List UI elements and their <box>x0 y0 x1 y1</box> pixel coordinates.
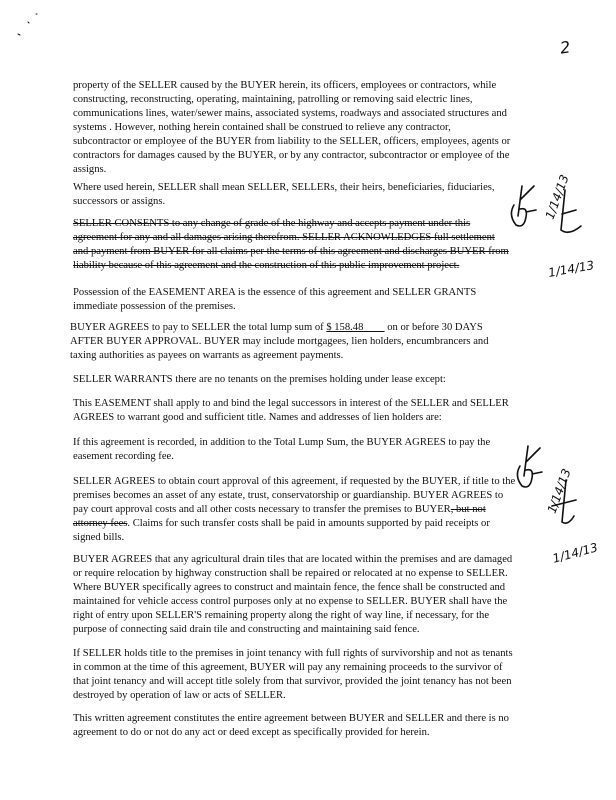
text-line: successors or assigns. <box>73 196 166 207</box>
lump-sum-amount: $ 158.48 <box>326 322 385 333</box>
text-line: purpose of connecting said drain tile and constructing and maintaining said fence. <box>73 624 420 635</box>
initials-scribble <box>517 446 542 487</box>
text-line: easement recording fee. <box>73 451 174 462</box>
text-line: Where BUYER specifically agrees to construct and maintain fence, the fence shall be constructed and <box>73 582 506 593</box>
text-line: Possession of the EASEMENT AREA is the essence of this agreement and SELLER GRANTS <box>73 287 477 298</box>
text-line: destroyed by operation of law or acts of SELLER. <box>73 690 286 701</box>
text-line: AFTER BUYER APPROVAL. BUYER may include mortgagees, lien holders, encumbrancers and <box>70 336 489 347</box>
text-line: constructing, reconstructing, operating, maintaining, patrolling or removing said electric lines, <box>73 94 473 105</box>
text-line: This EASEMENT shall apply to and bind the legal successors in interest of the SELLER and SELLER <box>73 398 509 409</box>
text-line: subcontractor or employee of the BUYER from liability to the SELLER, officers, employees, agents or <box>73 136 511 147</box>
text-line: agreement to do or not do any act or deed except as specifically provided for herein. <box>73 727 430 738</box>
text-line: If SELLER holds title to the premises in joint tenancy with full rights of survivorship and not as tenants <box>73 648 513 659</box>
struck-line: and payment from BUYER for all claims per the terms of this agreement and discharges BUYER from <box>73 246 509 257</box>
struck-line: SELLER CONSENTS to any change of grade of the highway and accepts payment under this <box>73 218 471 229</box>
text-segment: pay court approval costs and all other costs necessary to transfer the premises to BUYER <box>73 504 451 515</box>
text-line: assigns. <box>73 164 107 175</box>
page-number: 2 <box>558 37 572 58</box>
text-line: signed bills. <box>73 532 125 543</box>
text-line: immediate possession of the premises. <box>73 301 236 312</box>
text-line: property of the SELLER caused by the BUYER herein, its officers, employees or contractors, while <box>73 80 497 91</box>
text-segment: . Claims for such transfer costs shall be paid in amounts supported by paid receipts or <box>127 518 490 529</box>
struck-text: , but not <box>450 504 486 515</box>
text-line: or require relocation by highway construction shall be repaired or relocated at no expense to SELLER. <box>73 568 508 579</box>
text-segment: BUYER AGREES to pay to SELLER the total lump sum of <box>70 322 327 333</box>
text-line: right of entry upon SELLER'S remaining property along the right of way line, if necessary, for the <box>73 610 490 621</box>
text-line: AGREES to warrant good and sufficient title. Names and addresses of lien holders are: <box>73 412 442 423</box>
handwritten-date: 1/14/13 <box>547 258 596 280</box>
handwritten-date: 1/14/13 <box>542 172 572 222</box>
text-line: contractors for damages caused by the BUYER, or by any contractor, subcontractor or employee of the <box>73 150 510 161</box>
struck-text: attorney fees <box>73 518 128 529</box>
text-line: that joint tenancy and will accept title solely from that survivor, provided the joint tenancy has not been <box>73 676 512 687</box>
text-line: taxing authorities as payees on warrants as agreement payments. <box>70 350 344 361</box>
text-line: This written agreement constitutes the entire agreement between BUYER and SELLER and there is no <box>73 713 509 724</box>
text-line: systems . However, nothing herein contained shall be construed to relieve any contractor, <box>73 122 451 133</box>
text-line: Where used herein, SELLER shall mean SELLER, SELLERs, their heirs, beneficiaries, fiduciaries, <box>73 182 495 193</box>
text-segment: on or before 30 DAYS <box>384 322 483 333</box>
text-line: maintained for vehicle access control purposes only at no expense to SELLER. BUYER shall have the <box>73 596 508 607</box>
handwritten-date: 1/14/13 <box>550 540 600 566</box>
struck-line: agreement for any and all damages arising therefrom. SELLER ACKNOWLEDGES full settlement <box>73 232 495 243</box>
text-line: SELLER WARRANTS there are no tenants on the premises holding under lease except: <box>73 374 446 385</box>
text-line: If this agreement is recorded, in addition to the Total Lump Sum, the BUYER AGREES to pay the <box>73 437 491 448</box>
text-line: BUYER AGREES that any agricultural drain tiles that are located within the premises and are damaged <box>73 554 513 565</box>
text-line: in common at the time of this agreement, BUYER will pay any remaining proceeds to the survivor of <box>73 662 503 673</box>
text-line: SELLER AGREES to obtain court approval of this agreement, if requested by the BUYER, if title to the <box>73 476 516 487</box>
handwritten-date: 1/14/13 <box>544 466 574 516</box>
text-line: communications lines, water/sewer mains, associated systems, roadways and associated structures and <box>73 108 507 119</box>
struck-line: liability because of this agreement and the construction of this public improvement project. <box>73 260 460 271</box>
initials-scribble <box>511 186 536 226</box>
text-line: premises becomes an asset of any estate, trust, conservatorship or guardianship. BUYER AGREES to <box>73 490 504 501</box>
